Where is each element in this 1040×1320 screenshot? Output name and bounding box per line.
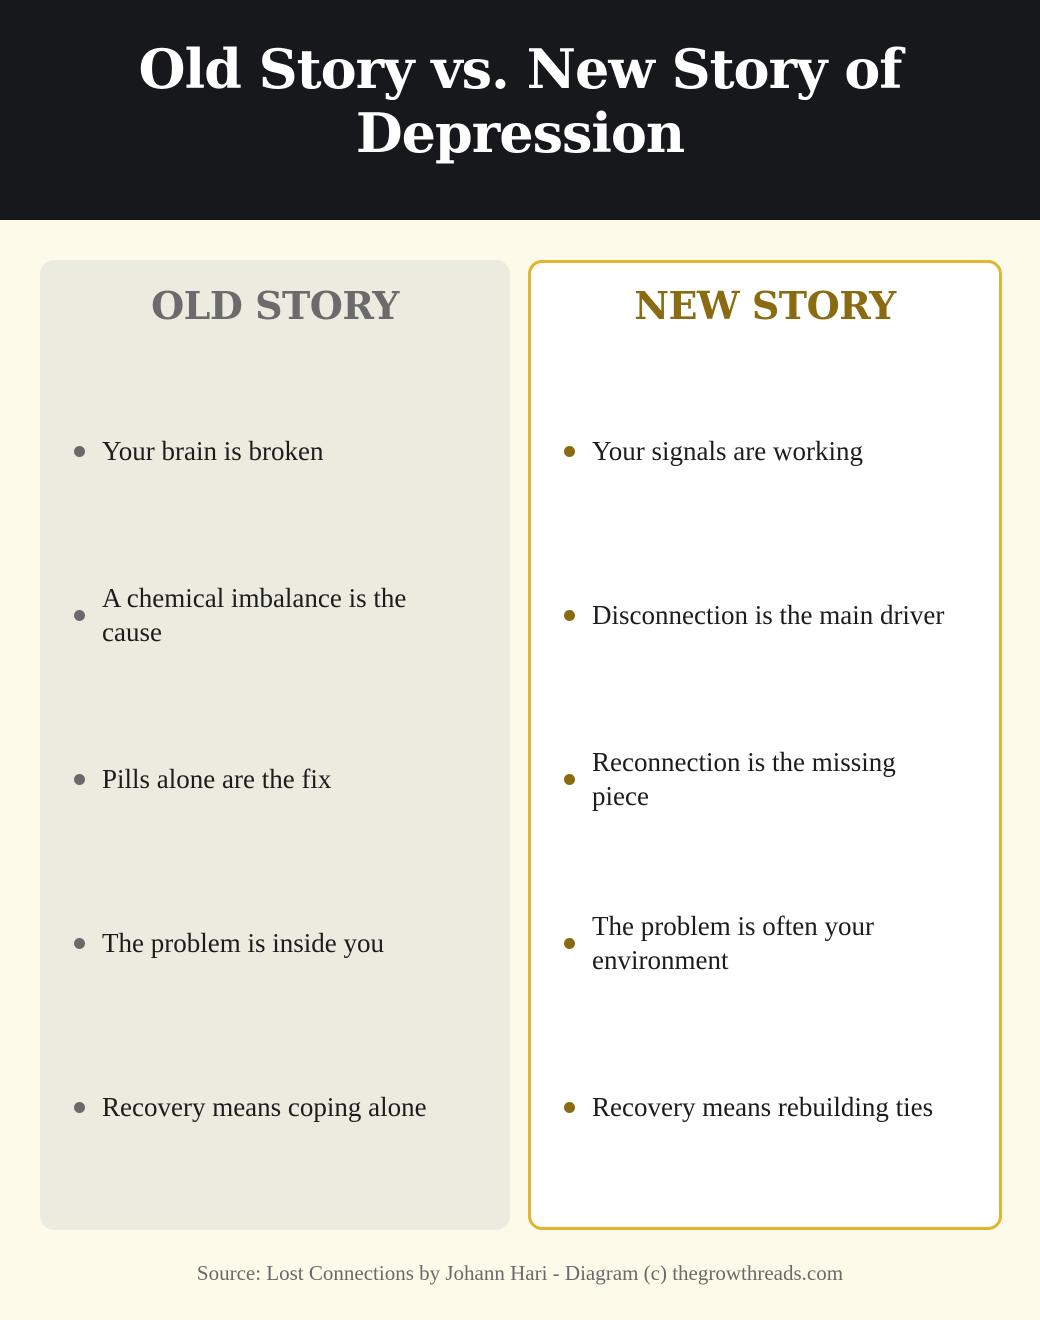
new-story-item — [564, 598, 984, 632]
old-story-item — [74, 434, 474, 468]
old-story-item-text: A chemical imbalance is the cause — [102, 583, 407, 647]
bullet-icon — [564, 938, 575, 949]
new-story-item — [564, 745, 984, 813]
new-story-item-text: Disconnection is the main driver — [592, 600, 945, 630]
new-story-item-text: The problem is often your environment — [592, 911, 874, 975]
old-story-item — [74, 1090, 474, 1124]
new-story-item — [564, 909, 984, 977]
bullet-icon — [564, 610, 575, 621]
old-story-panel — [40, 260, 510, 1230]
new-story-item-text: Reconnection is the missing piece — [592, 747, 896, 811]
old-story-item-text: Your brain is broken — [102, 436, 324, 466]
bullet-icon — [74, 1102, 85, 1113]
bullet-icon — [74, 610, 85, 621]
header-banner — [0, 0, 1040, 220]
bullet-icon — [74, 938, 85, 949]
old-story-item — [74, 762, 474, 796]
new-story-item — [564, 1090, 984, 1124]
diagram-title: Old Story vs. New Story of Depression — [138, 37, 902, 165]
bullet-icon — [564, 446, 575, 457]
old-story-item-text: Recovery means coping alone — [102, 1092, 427, 1122]
old-story-item-text: The problem is inside you — [102, 928, 384, 958]
old-story-item — [74, 926, 474, 960]
bullet-icon — [564, 1102, 575, 1113]
new-story-item-text: Recovery means rebuilding ties — [592, 1092, 934, 1122]
new-story-item-text: Your signals are working — [592, 436, 863, 466]
new-story-heading: NEW STORY — [634, 283, 896, 328]
bullet-icon — [74, 446, 85, 457]
new-story-item — [564, 434, 984, 468]
old-story-item — [74, 581, 474, 649]
old-story-item-text: Pills alone are the fix — [102, 764, 332, 794]
new-story-panel — [528, 260, 1002, 1230]
bullet-icon — [564, 774, 575, 785]
source-caption: Source: Lost Connections by Johann Hari - Diagram (c) thegrowthreads.com — [196, 1261, 844, 1285]
old-story-heading: OLD STORY — [151, 283, 399, 328]
bullet-icon — [74, 774, 85, 785]
